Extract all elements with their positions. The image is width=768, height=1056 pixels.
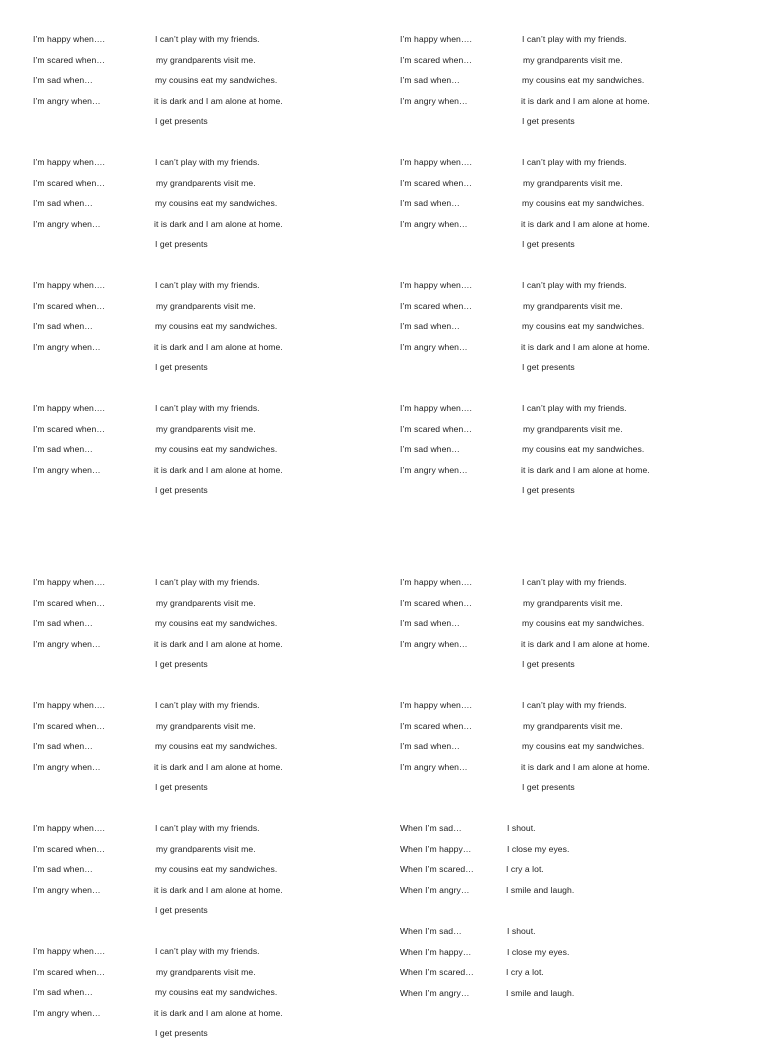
- sentence-start: I’m angry when…: [400, 218, 468, 229]
- sentence-start: I’m scared when…: [400, 177, 472, 188]
- sentence-start: I’m angry when…: [33, 218, 101, 229]
- sentence-start: I’m sad when…: [33, 864, 93, 875]
- sentence-ending: my grandparents visit me.: [523, 720, 623, 731]
- sentence-ending: my cousins eat my sandwiches.: [155, 987, 278, 998]
- sentence-ending: my grandparents visit me.: [156, 843, 256, 854]
- sentence-start: I’m happy when….: [400, 157, 472, 167]
- sentence-ending: my cousins eat my sandwiches.: [155, 444, 278, 455]
- sentence-ending: my grandparents visit me.: [523, 300, 623, 311]
- sentence-ending: it is dark and I am alone at home.: [154, 218, 283, 229]
- sentence-ending: it is dark and I am alone at home.: [154, 884, 283, 895]
- sentence-ending: it is dark and I am alone at home.: [521, 638, 650, 649]
- sentence-start: I’m angry when…: [33, 1007, 101, 1018]
- sentence-ending: I can’t play with my friends.: [522, 157, 627, 167]
- sentence-ending: it is dark and I am alone at home.: [154, 95, 283, 106]
- sentence-ending: I shout.: [507, 926, 536, 936]
- sentence-match-block: [400, 700, 730, 810]
- sentence-ending: it is dark and I am alone at home.: [521, 464, 650, 475]
- sentence-match-block: [400, 577, 730, 687]
- sentence-ending: my cousins eat my sandwiches.: [155, 75, 278, 86]
- sentence-start: I’m angry when…: [33, 464, 101, 475]
- sentence-ending: my grandparents visit me.: [156, 300, 256, 311]
- sentence-ending: my grandparents visit me.: [156, 423, 256, 434]
- sentence-start: I’m happy when….: [33, 157, 105, 167]
- sentence-ending: my grandparents visit me.: [156, 720, 256, 731]
- sentence-ending: I get presents: [155, 239, 208, 250]
- sentence-start: I’m scared when…: [33, 966, 105, 977]
- sentence-start: I’m happy when….: [400, 34, 472, 44]
- sentence-start: I’m scared when…: [400, 300, 472, 311]
- sentence-ending: it is dark and I am alone at home.: [154, 761, 283, 772]
- sentence-ending: I can’t play with my friends.: [522, 403, 627, 413]
- sentence-start: I’m happy when….: [33, 823, 105, 833]
- sentence-ending: I get presents: [155, 1028, 208, 1039]
- sentence-ending: I cry a lot.: [506, 967, 544, 978]
- sentence-start: I’m sad when…: [400, 741, 460, 752]
- sentence-match-block: [400, 926, 730, 1036]
- sentence-ending: I cry a lot.: [506, 864, 544, 875]
- sentence-ending: it is dark and I am alone at home.: [521, 341, 650, 352]
- sentence-start: I’m scared when…: [33, 177, 105, 188]
- sentence-start: I’m angry when…: [400, 761, 468, 772]
- sentence-match-block: [33, 823, 363, 933]
- sentence-match-block: [33, 280, 363, 390]
- sentence-ending: I get presents: [522, 485, 575, 496]
- sentence-start: I’m happy when….: [33, 946, 105, 956]
- sentence-ending: I shout.: [507, 823, 536, 833]
- sentence-start: I’m sad when…: [33, 321, 93, 332]
- sentence-ending: I can’t play with my friends.: [522, 34, 627, 44]
- sentence-ending: my grandparents visit me.: [156, 597, 256, 608]
- sentence-start: I’m happy when….: [400, 577, 472, 587]
- sentence-start: When I’m happy…: [400, 843, 472, 854]
- sentence-start: I’m happy when….: [400, 403, 472, 413]
- sentence-start: I’m scared when…: [33, 300, 105, 311]
- sentence-start: I’m happy when….: [33, 280, 105, 290]
- sentence-start: When I’m angry…: [400, 884, 470, 895]
- sentence-start: When I’m scared…: [400, 864, 474, 875]
- sentence-start: I’m scared when…: [33, 720, 105, 731]
- sentence-start: I’m sad when…: [400, 75, 460, 86]
- sentence-ending: I can’t play with my friends.: [522, 280, 627, 290]
- sentence-start: I’m sad when…: [33, 444, 93, 455]
- sentence-ending: I can’t play with my friends.: [522, 700, 627, 710]
- sentence-ending: I get presents: [155, 485, 208, 496]
- sentence-ending: it is dark and I am alone at home.: [154, 341, 283, 352]
- sentence-start: I’m happy when….: [33, 577, 105, 587]
- sentence-ending: I close my eyes.: [507, 946, 570, 957]
- sentence-ending: my cousins eat my sandwiches.: [522, 321, 645, 332]
- sentence-ending: my cousins eat my sandwiches.: [522, 198, 645, 209]
- sentence-ending: I get presents: [155, 362, 208, 373]
- sentence-match-block: [33, 700, 363, 810]
- sentence-ending: I get presents: [522, 782, 575, 793]
- sentence-ending: my cousins eat my sandwiches.: [155, 321, 278, 332]
- sentence-ending: my grandparents visit me.: [523, 597, 623, 608]
- sentence-start: When I’m sad…: [400, 926, 462, 936]
- sentence-start: I’m scared when…: [33, 423, 105, 434]
- sentence-start: I’m scared when…: [33, 54, 105, 65]
- sentence-ending: my cousins eat my sandwiches.: [522, 741, 645, 752]
- sentence-ending: I get presents: [522, 116, 575, 127]
- sentence-ending: I close my eyes.: [507, 843, 570, 854]
- sentence-ending: it is dark and I am alone at home.: [521, 761, 650, 772]
- sentence-ending: I can’t play with my friends.: [155, 157, 260, 167]
- sentence-match-block: [400, 280, 730, 390]
- sentence-start: I’m angry when…: [400, 95, 468, 106]
- sentence-start: I’m sad when…: [33, 198, 93, 209]
- sentence-start: I’m scared when…: [33, 597, 105, 608]
- sentence-ending: my cousins eat my sandwiches.: [155, 618, 278, 629]
- sentence-start: I’m scared when…: [400, 423, 472, 434]
- sentence-start: I’m sad when…: [33, 618, 93, 629]
- sentence-ending: I can’t play with my friends.: [155, 403, 260, 413]
- sentence-ending: my grandparents visit me.: [156, 54, 256, 65]
- sentence-start: I’m scared when…: [400, 597, 472, 608]
- sentence-ending: I smile and laugh.: [506, 987, 575, 998]
- sentence-ending: I can’t play with my friends.: [155, 700, 260, 710]
- sentence-ending: I get presents: [155, 116, 208, 127]
- sentence-ending: I get presents: [522, 362, 575, 373]
- sentence-start: I’m angry when…: [400, 341, 468, 352]
- sentence-start: When I’m scared…: [400, 967, 474, 978]
- sentence-ending: it is dark and I am alone at home.: [521, 95, 650, 106]
- sentence-ending: my cousins eat my sandwiches.: [522, 444, 645, 455]
- sentence-match-block: [400, 823, 730, 933]
- sentence-start: I’m sad when…: [400, 618, 460, 629]
- sentence-start: When I’m happy…: [400, 946, 472, 957]
- sentence-start: I’m angry when…: [33, 761, 101, 772]
- sentence-ending: my cousins eat my sandwiches.: [522, 618, 645, 629]
- sentence-ending: it is dark and I am alone at home.: [521, 218, 650, 229]
- sentence-start: I’m sad when…: [400, 321, 460, 332]
- sentence-ending: I smile and laugh.: [506, 884, 575, 895]
- sentence-start: I’m happy when….: [33, 700, 105, 710]
- sentence-start: I’m sad when…: [400, 444, 460, 455]
- sentence-start: I’m sad when…: [33, 741, 93, 752]
- sentence-start: I’m angry when…: [33, 95, 101, 106]
- sentence-start: I’m scared when…: [400, 720, 472, 731]
- sentence-start: I’m scared when…: [400, 54, 472, 65]
- sentence-ending: my grandparents visit me.: [156, 966, 256, 977]
- sentence-ending: my cousins eat my sandwiches.: [155, 198, 278, 209]
- sentence-ending: I get presents: [155, 659, 208, 670]
- sentence-match-block: [33, 946, 363, 1056]
- sentence-ending: I get presents: [522, 659, 575, 670]
- sentence-start: I’m happy when….: [33, 403, 105, 413]
- sentence-ending: I get presents: [155, 905, 208, 916]
- sentence-start: I’m sad when…: [400, 198, 460, 209]
- sentence-start: I’m scared when…: [33, 843, 105, 854]
- sentence-ending: I can’t play with my friends.: [522, 577, 627, 587]
- sentence-start: I’m happy when….: [33, 34, 105, 44]
- sentence-ending: my grandparents visit me.: [156, 177, 256, 188]
- sentence-start: I’m angry when…: [400, 464, 468, 475]
- sentence-ending: I can’t play with my friends.: [155, 280, 260, 290]
- sentence-match-block: [400, 34, 730, 144]
- sentence-match-block: [33, 403, 363, 513]
- sentence-match-block: [400, 403, 730, 513]
- sentence-ending: my grandparents visit me.: [523, 54, 623, 65]
- sentence-start: I’m happy when….: [400, 700, 472, 710]
- sentence-ending: I can’t play with my friends.: [155, 34, 260, 44]
- sentence-start: When I’m sad…: [400, 823, 462, 833]
- sentence-match-block: [33, 157, 363, 267]
- sentence-start: When I’m angry…: [400, 987, 470, 998]
- sentence-start: I’m sad when…: [33, 75, 93, 86]
- sentence-ending: I get presents: [522, 239, 575, 250]
- sentence-start: I’m happy when….: [400, 280, 472, 290]
- sentence-match-block: [33, 577, 363, 687]
- sentence-ending: my cousins eat my sandwiches.: [155, 864, 278, 875]
- sentence-start: I’m angry when…: [33, 884, 101, 895]
- sentence-ending: it is dark and I am alone at home.: [154, 464, 283, 475]
- sentence-ending: I can’t play with my friends.: [155, 946, 260, 956]
- sentence-ending: it is dark and I am alone at home.: [154, 1007, 283, 1018]
- sentence-ending: I can’t play with my friends.: [155, 577, 260, 587]
- sentence-ending: I get presents: [155, 782, 208, 793]
- sentence-start: I’m sad when…: [33, 987, 93, 998]
- sentence-ending: it is dark and I am alone at home.: [154, 638, 283, 649]
- sentence-start: I’m angry when…: [33, 638, 101, 649]
- sentence-start: I’m angry when…: [400, 638, 468, 649]
- sentence-match-block: [400, 157, 730, 267]
- sentence-match-block: [33, 34, 363, 144]
- sentence-ending: my grandparents visit me.: [523, 423, 623, 434]
- sentence-ending: my cousins eat my sandwiches.: [522, 75, 645, 86]
- sentence-ending: I can’t play with my friends.: [155, 823, 260, 833]
- sentence-ending: my cousins eat my sandwiches.: [155, 741, 278, 752]
- sentence-start: I’m angry when…: [33, 341, 101, 352]
- sentence-ending: my grandparents visit me.: [523, 177, 623, 188]
